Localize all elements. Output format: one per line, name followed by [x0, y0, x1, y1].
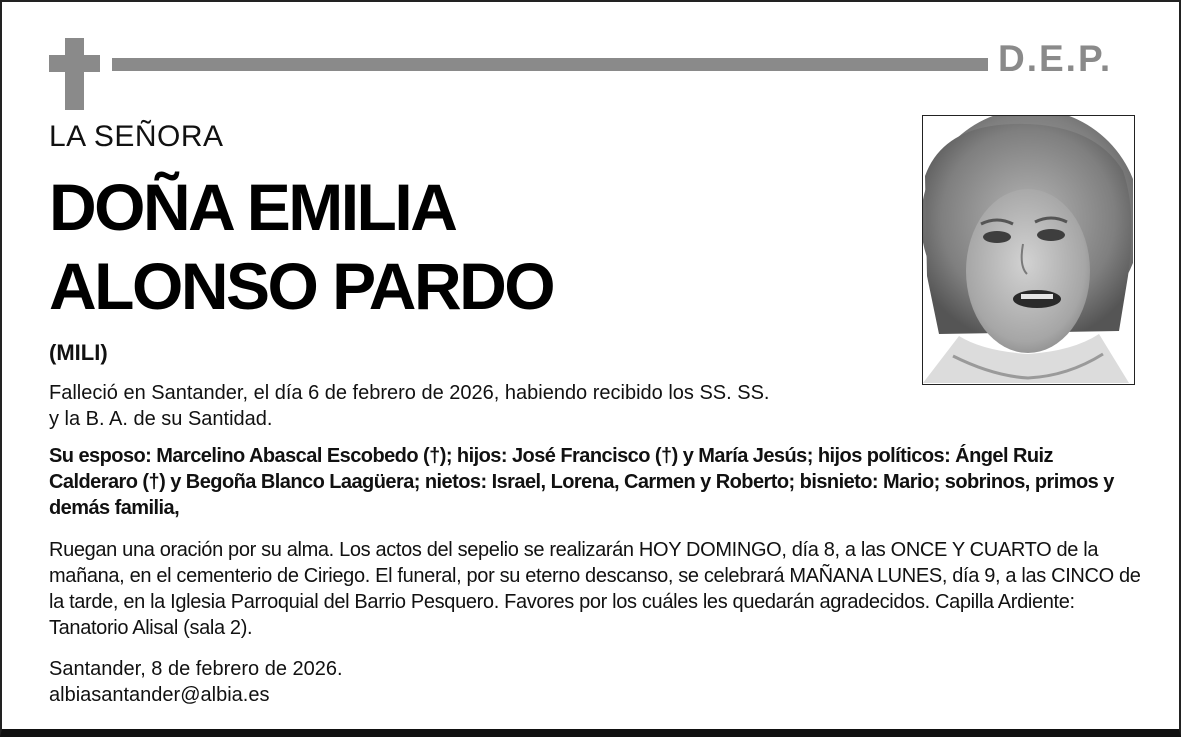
nickname: (MILI)	[49, 340, 108, 365]
family-list: Su esposo: Marcelino Abascal Escobedo (†); hijos: José Francisco (†) y María Jesús; hijos políticos: Ángel Ruiz Calderaro (†) y Begoña Blanco Laagüera; nietos: Israel, Lorena, Carmen y Roberto; bisnieto: Mario; sobrinos, primos y demás familia,	[49, 445, 1114, 519]
death-announcement	[49, 380, 899, 432]
deceased-name-line-2: ALONSO PARDO	[49, 249, 554, 323]
ceremony-details: Ruegan una oración por su alma. Los actos del sepelio se realizarán HOY DOMINGO, día 8, a las ONCE Y CUARTO de la mañana, en el cementerio de Ciriego. El funeral, por su eterno descanso, se celebrará MAÑANA LUNES, día 9, a las CINCO de la tarde, en la Iglesia Parroquial del Barrio Pesquero. Favores por los cuáles les quedarán agradecidos. Capilla Ardiente: Tanatorio Alisal (sala 2).	[49, 539, 1141, 639]
portrait-photo	[922, 115, 1135, 385]
cross-icon-bar	[49, 55, 100, 72]
contact-email: albiasantander@albia.es	[49, 684, 270, 706]
honorific: LA SEÑORA	[49, 120, 224, 153]
dep-label: D.E.P.	[998, 38, 1113, 79]
deceased-name-line-1: DOÑA EMILIA	[49, 170, 456, 244]
place-date: Santander, 8 de febrero de 2026.	[49, 658, 343, 680]
death-line-2: y la B. A. de su Santidad.	[49, 408, 273, 430]
death-line-1: Falleció en Santander, el día 6 de febrero de 2026, habiendo recibido los SS. SS.	[49, 382, 770, 404]
header-rule	[112, 58, 988, 71]
portrait-image	[923, 116, 1133, 383]
closing-block	[49, 656, 649, 708]
cross-icon	[65, 38, 84, 110]
